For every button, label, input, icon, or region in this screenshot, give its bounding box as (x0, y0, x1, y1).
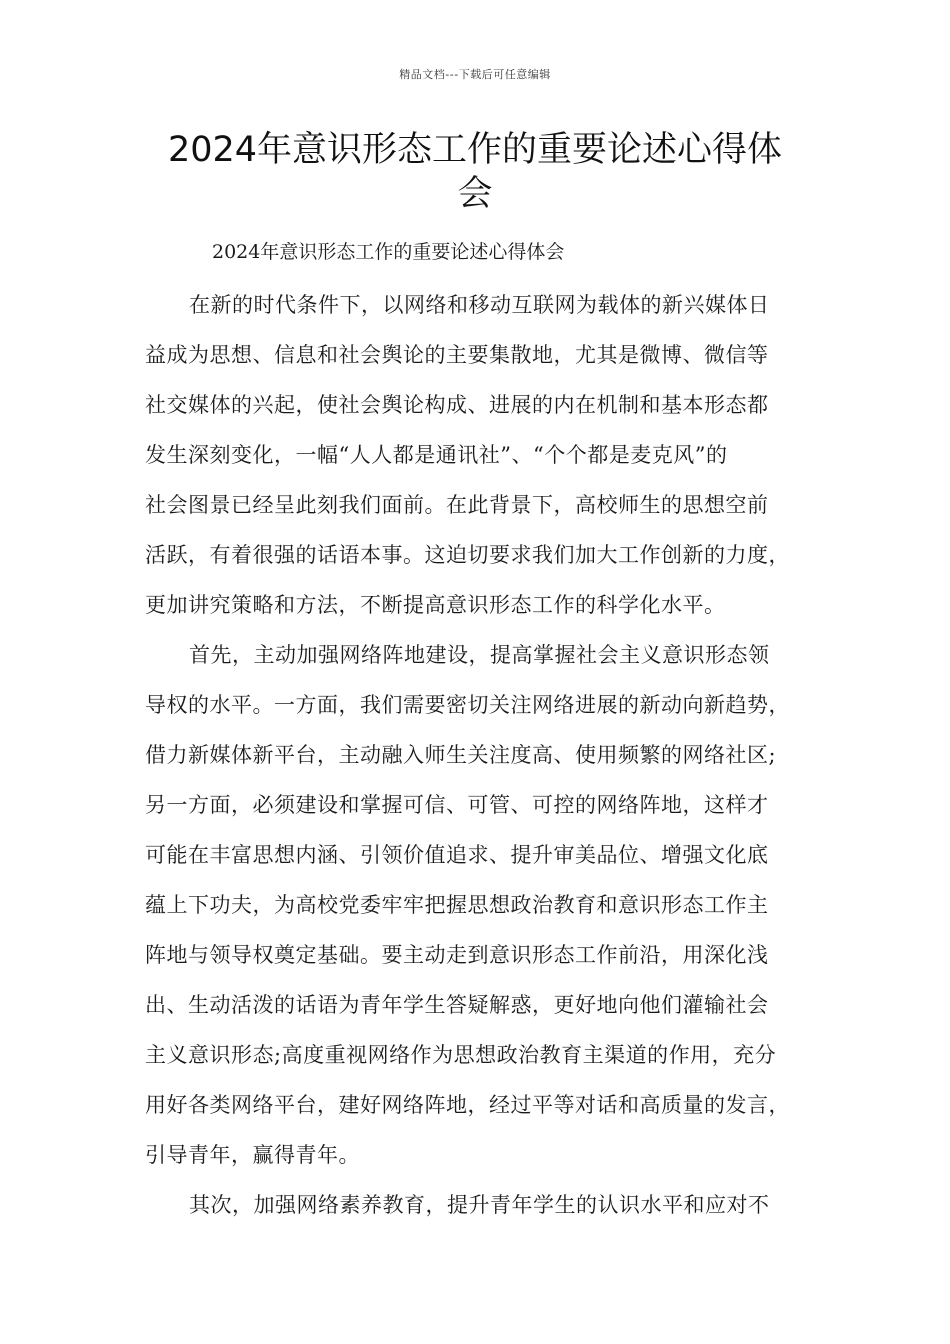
paragraph-line: 出、生动活泼的话语为青年学生答疑解惑，更好地向他们灌输社会 (145, 993, 769, 1017)
paragraph-line: 另一方面，必须建设和掌握可信、可管、可控的网络阵地，这样才 (145, 793, 769, 817)
paragraph-line: 蕴上下功夫，为高校党委牢牢把握思想政治教育和意识形态工作主 (145, 893, 769, 917)
paragraph-line: 可能在丰富思想内涵、引领价值追求、提升审美品位、增强文化底 (145, 843, 769, 867)
paragraph-line: 导权的水平。一方面，我们需要密切关注网络进展的新动向新趋势， (145, 693, 790, 717)
paragraph-line: 引导青年，赢得青年。 (145, 1143, 360, 1167)
document-title (120, 128, 830, 216)
paragraph-line: 社会图景已经呈此刻我们面前。在此背景下，高校师生的思想空前 (145, 493, 769, 517)
paragraph-line: 在新的时代条件下，以网络和移动互联网为载体的新兴媒体日 (189, 293, 770, 317)
paragraph-line: 其次，加强网络素养教育，提升青年学生的认识水平和应对不 (189, 1193, 770, 1217)
title-line-1: 2024年意识形态工作的重要论述心得体 (167, 130, 783, 170)
paragraph-line: 更加讲究策略和方法，不断提高意识形态工作的科学化水平。 (145, 593, 726, 617)
paragraph (145, 280, 805, 630)
paragraph (145, 630, 805, 1180)
paragraph-line: 社交媒体的兴起，使社会舆论构成、进展的内在机制和基本形态都 (145, 393, 769, 417)
paragraph-line: 借力新媒体新平台，主动融入师生关注度高、使用频繁的网络社区; (145, 743, 777, 767)
header-note: 精品文档---下载后可任意编辑 (399, 68, 551, 81)
paragraph-line: 首先，主动加强网络阵地建设，提高掌握社会主义意识形态领 (189, 643, 770, 667)
document-body (145, 280, 805, 1230)
paragraph-line: 主义意识形态;高度重视网络作为思想政治教育主渠道的作用，充分 (145, 1043, 777, 1067)
paragraph-line: 用好各类网络平台，建好网络阵地，经过平等对话和高质量的发言， (145, 1093, 790, 1117)
paragraph-line: 益成为思想、信息和社会舆论的主要集散地，尤其是微博、微信等 (145, 343, 769, 367)
paragraph-line: 发生深刻变化，一幅“人人都是通讯社”、“个个都是麦克风”的 (145, 443, 728, 467)
paragraph-line: 活跃，有着很强的话语本事。这迫切要求我们加大工作创新的力度， (145, 543, 790, 567)
paragraph-line: 阵地与领导权奠定基础。要主动走到意识形态工作前沿，用深化浅 (145, 943, 769, 967)
title-line-2: 会 (457, 174, 493, 214)
paragraph (145, 1180, 805, 1230)
document-subtitle: 2024年意识形态工作的重要论述心得体会 (212, 241, 565, 263)
